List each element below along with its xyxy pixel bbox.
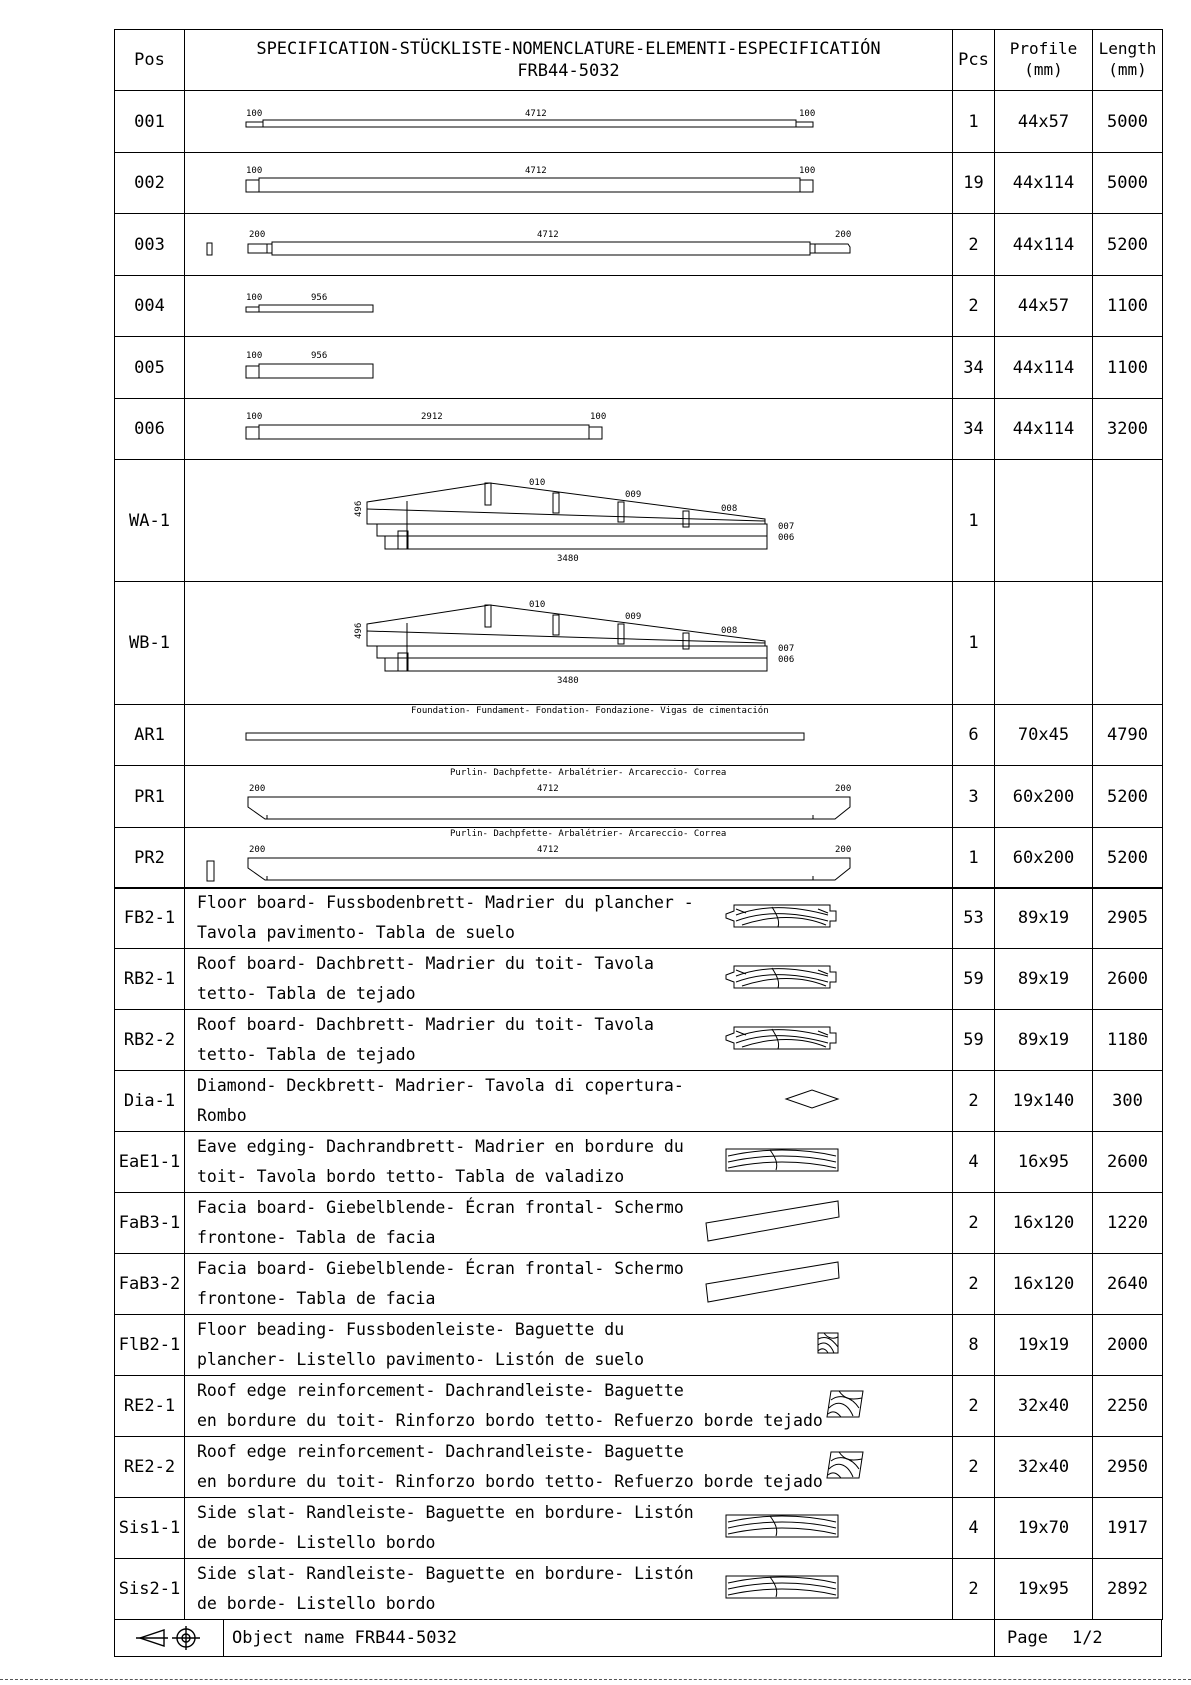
label-496: 496 (354, 500, 364, 517)
header-pcs: Pcs (953, 30, 995, 91)
table-row (115, 582, 1163, 705)
slanted-board-icon (702, 1258, 842, 1310)
tongue-groove-board-icon (722, 1023, 842, 1057)
table-row (115, 460, 1163, 582)
row-pos: WA-1 (115, 460, 185, 582)
row-length: 5000 (1093, 91, 1163, 153)
row-profile: 44x114 (995, 153, 1093, 214)
row-pcs: 19 (953, 153, 995, 214)
dim-mid: 956 (311, 293, 328, 303)
row-description (185, 1132, 953, 1193)
row-profile: 70x45 (995, 705, 1093, 766)
header-title (185, 30, 953, 91)
row-pcs: 59 (953, 1010, 995, 1071)
description-line2: en bordure du toit- Rinforzo bordo tetto- Refuerzo borde tejado (197, 1472, 823, 1492)
row-pos: FB2-1 (115, 888, 185, 949)
part-drawing-004 (185, 276, 953, 337)
board-description-table (114, 887, 1163, 1620)
header-profile (995, 30, 1093, 91)
row-pcs: 8 (953, 1315, 995, 1376)
table-row (115, 1071, 1163, 1132)
label-006: 006 (778, 655, 795, 665)
table-row (115, 91, 1163, 153)
wall-assembly-drawing-wb1 (185, 582, 953, 705)
slanted-board-icon (702, 1197, 842, 1249)
table-row (115, 1559, 1163, 1620)
row-length: 5000 (1093, 153, 1163, 214)
row-profile: 44x114 (995, 337, 1093, 399)
row-description (185, 888, 953, 949)
table-row (115, 1437, 1163, 1498)
description-line1: Eave edging- Dachrandbrett- Madrier en bordure du (197, 1137, 684, 1157)
header-length-unit: (mm) (1108, 60, 1147, 79)
flat-board-icon (722, 1512, 842, 1544)
row-pcs: 4 (953, 1132, 995, 1193)
row-pcs: 59 (953, 949, 995, 1010)
label-009: 009 (625, 489, 642, 500)
dim-mid: 4712 (537, 783, 559, 794)
header-profile-unit: (mm) (1024, 60, 1063, 79)
row-profile: 19x19 (995, 1315, 1093, 1376)
row-description (185, 1010, 953, 1071)
row-pcs: 1 (953, 460, 995, 582)
row-pos: Sis1-1 (115, 1498, 185, 1559)
row-pcs: 2 (953, 1376, 995, 1437)
row-pos: WB-1 (115, 582, 185, 705)
part-drawing-002 (185, 153, 953, 214)
row-pcs: 2 (953, 1559, 995, 1620)
row-length: 5200 (1093, 214, 1163, 276)
label-007: 007 (778, 644, 795, 654)
dim-left: 200 (249, 783, 266, 794)
label-008: 008 (721, 503, 738, 514)
table-row (115, 1315, 1163, 1376)
row-length: 2250 (1093, 1376, 1163, 1437)
row-profile: 44x114 (995, 399, 1093, 460)
row-pcs: 2 (953, 214, 995, 276)
table-row (115, 399, 1163, 460)
row-pcs: 1 (953, 91, 995, 153)
dim-mid: 4712 (525, 108, 547, 119)
row-profile: 19x95 (995, 1559, 1093, 1620)
row-length (1093, 460, 1163, 582)
row-length: 2600 (1093, 1132, 1163, 1193)
row-pos: RB2-2 (115, 1010, 185, 1071)
description-line2: plancher- Listello pavimento- Listón de suelo (197, 1350, 645, 1370)
row-pcs: 34 (953, 337, 995, 399)
row-pos: PR2 (115, 828, 185, 889)
description-text (185, 1254, 684, 1314)
table-row (115, 1193, 1163, 1254)
header-length-label: Length (1098, 39, 1157, 59)
description-line1: Facia board- Giebelblende- Écran frontal- Schermo (197, 1198, 684, 1218)
dim-mid: 4712 (525, 166, 547, 176)
dim-mid: 4712 (537, 845, 559, 855)
row-profile: 89x19 (995, 949, 1093, 1010)
description-line2: Tavola pavimento- Tabla de suelo (197, 923, 515, 943)
description-line1: Roof board- Dachbrett- Madrier du toit- Tavola (197, 954, 654, 974)
part-drawing-001 (185, 91, 953, 153)
row-pos: 002 (115, 153, 185, 214)
table-row (115, 337, 1163, 399)
row-pcs: 2 (953, 276, 995, 337)
row-pcs: 2 (953, 1071, 995, 1132)
dim-left: 100 (246, 293, 263, 303)
flat-board-icon (722, 1573, 842, 1605)
table-row (115, 949, 1163, 1010)
row-profile: 32x40 (995, 1376, 1093, 1437)
header-row (115, 30, 1163, 91)
diamond-icon (782, 1087, 842, 1115)
label-008: 008 (721, 626, 738, 636)
object-name-field (224, 1620, 995, 1656)
dim-left: 100 (246, 350, 263, 361)
row-pos: EaE1-1 (115, 1132, 185, 1193)
row-profile: 16x120 (995, 1254, 1093, 1315)
label-009: 009 (625, 612, 642, 622)
row-pos: FaB3-2 (115, 1254, 185, 1315)
description-line2: de borde- Listello bordo (197, 1533, 436, 1553)
table-row (115, 705, 1163, 766)
row-length (1093, 582, 1163, 705)
description-text (185, 1498, 694, 1558)
row-pos: PR1 (115, 766, 185, 828)
row-pcs: 34 (953, 399, 995, 460)
dim-right: 100 (590, 412, 607, 422)
description-line2: frontone- Tabla de facia (197, 1228, 436, 1248)
part-drawing-003 (185, 214, 953, 276)
page-value: 1/2 (1071, 1628, 1103, 1648)
label-496: 496 (354, 622, 364, 639)
row-profile: 19x70 (995, 1498, 1093, 1559)
header-title-line2: FRB44-5032 (517, 61, 620, 81)
description-line1: Side slat- Randleiste- Baguette en bordure- Listón (197, 1503, 694, 1523)
row-pcs: 53 (953, 888, 995, 949)
object-name-label: Object name (232, 1628, 345, 1648)
row-length: 1100 (1093, 276, 1163, 337)
row-description (185, 1498, 953, 1559)
row-pos: Dia-1 (115, 1071, 185, 1132)
label-006: 006 (778, 532, 795, 543)
row-length: 2640 (1093, 1254, 1163, 1315)
dim-left: 200 (249, 229, 266, 240)
square-section-icon (823, 1449, 867, 1485)
purlin-drawing-pr1 (185, 766, 953, 828)
part-drawing-005 (185, 337, 953, 399)
description-line2: frontone- Tabla de facia (197, 1289, 436, 1309)
description-text (185, 1010, 654, 1070)
dim-left: 100 (246, 166, 263, 176)
table-row (115, 828, 1163, 889)
description-text (185, 1437, 823, 1497)
dim-right: 100 (799, 166, 816, 176)
description-line1: Roof edge reinforcement- Dachrandleiste- Baguette (197, 1442, 684, 1462)
row-description (185, 1071, 953, 1132)
row-pos: RE2-1 (115, 1376, 185, 1437)
table-row (115, 214, 1163, 276)
row-profile (995, 460, 1093, 582)
dim-mid: 4712 (537, 229, 559, 240)
row-pos: FlB2-1 (115, 1315, 185, 1376)
tongue-groove-board-icon (722, 901, 842, 935)
row-length: 300 (1093, 1071, 1163, 1132)
title-block (114, 1619, 1162, 1657)
caption: Foundation- Fundament- Fondation- Fondazione- Vigas de cimentación (411, 706, 769, 716)
table-row (115, 766, 1163, 828)
description-text (185, 949, 654, 1009)
row-profile: 60x200 (995, 766, 1093, 828)
small-square-section-icon (814, 1329, 842, 1361)
description-line1: Facia board- Giebelblende- Écran frontal- Schermo (197, 1259, 684, 1279)
description-text (185, 1071, 684, 1131)
row-profile: 60x200 (995, 828, 1093, 889)
row-length: 1100 (1093, 337, 1163, 399)
header-title-line1: SPECIFICATION-STÜCKLISTE-NOMENCLATURE-ELEMENTI-ESPECIFICATIÓN (256, 38, 881, 59)
label-3480: 3480 (557, 676, 579, 686)
row-description (185, 1559, 953, 1620)
row-pos: Sis2-1 (115, 1559, 185, 1620)
label-010: 010 (529, 600, 546, 610)
label-3480: 3480 (557, 553, 579, 564)
row-description (185, 1315, 953, 1376)
row-profile: 32x40 (995, 1437, 1093, 1498)
description-text (185, 888, 694, 948)
row-description (185, 1437, 953, 1498)
table-row (115, 276, 1163, 337)
row-profile: 89x19 (995, 888, 1093, 949)
dim-left: 100 (246, 108, 263, 119)
tongue-groove-board-icon (722, 962, 842, 996)
description-text (185, 1193, 684, 1253)
row-length: 2950 (1093, 1437, 1163, 1498)
row-pcs: 2 (953, 1193, 995, 1254)
description-line2: toit- Tavola bordo tetto- Tabla de valadizo (197, 1167, 625, 1187)
description-line2: de borde- Listello bordo (197, 1594, 436, 1614)
dim-right: 100 (799, 108, 816, 119)
row-pos: FaB3-1 (115, 1193, 185, 1254)
wall-assembly-drawing-wa1 (185, 460, 953, 582)
row-profile: 44x114 (995, 214, 1093, 276)
table-row (115, 1010, 1163, 1071)
dim-left: 200 (249, 845, 266, 855)
table-row (115, 1132, 1163, 1193)
page-edge-line (0, 1679, 1191, 1680)
row-length: 1917 (1093, 1498, 1163, 1559)
dim-right: 200 (835, 845, 852, 855)
row-pcs: 6 (953, 705, 995, 766)
table-row (115, 153, 1163, 214)
row-pcs: 1 (953, 828, 995, 889)
row-length: 5200 (1093, 828, 1163, 889)
row-pos: 005 (115, 337, 185, 399)
row-profile: 16x95 (995, 1132, 1093, 1193)
row-length: 2905 (1093, 888, 1163, 949)
foundation-drawing-ar1 (185, 705, 953, 766)
table-row (115, 888, 1163, 949)
square-section-icon (823, 1388, 867, 1424)
row-profile: 44x57 (995, 276, 1093, 337)
flat-board-icon (722, 1146, 842, 1178)
row-profile (995, 582, 1093, 705)
purlin-drawing-pr2 (185, 828, 953, 889)
description-line1: Diamond- Deckbrett- Madrier- Tavola di copertura- (197, 1076, 684, 1096)
caption: Purlin- Dachpfette- Arbalétrier- Arcareccio- Correa (450, 829, 727, 839)
row-length: 2000 (1093, 1315, 1163, 1376)
page-field (995, 1620, 1161, 1656)
label-007: 007 (778, 521, 795, 532)
dim-right: 200 (835, 229, 852, 240)
row-length: 4790 (1093, 705, 1163, 766)
dim-mid: 2912 (421, 412, 443, 422)
description-line2: tetto- Tabla de tejado (197, 1045, 416, 1065)
description-text (185, 1132, 684, 1192)
row-length: 5200 (1093, 766, 1163, 828)
row-pcs: 2 (953, 1437, 995, 1498)
description-line2: tetto- Tabla de tejado (197, 984, 416, 1004)
table-row (115, 1254, 1163, 1315)
specification-sheet (114, 29, 1162, 1620)
dim-right: 200 (835, 783, 852, 794)
row-length: 2892 (1093, 1559, 1163, 1620)
row-length: 1180 (1093, 1010, 1163, 1071)
header-pos: Pos (115, 30, 185, 91)
row-length: 1220 (1093, 1193, 1163, 1254)
row-profile: 16x120 (995, 1193, 1093, 1254)
row-pos: AR1 (115, 705, 185, 766)
row-pcs: 1 (953, 582, 995, 705)
table-row (115, 1376, 1163, 1437)
header-length (1093, 30, 1163, 91)
description-text (185, 1559, 694, 1619)
row-pos: RB2-1 (115, 949, 185, 1010)
description-line1: Roof board- Dachbrett- Madrier du toit- Tavola (197, 1015, 654, 1035)
description-line1: Floor beading- Fussbodenleiste- Baguette du (197, 1320, 625, 1340)
row-description (185, 1254, 953, 1315)
row-pos: 006 (115, 399, 185, 460)
row-profile: 89x19 (995, 1010, 1093, 1071)
row-description (185, 1193, 953, 1254)
row-profile: 19x140 (995, 1071, 1093, 1132)
row-description (185, 949, 953, 1010)
row-pcs: 4 (953, 1498, 995, 1559)
dim-left: 100 (246, 412, 263, 422)
row-pos: RE2-2 (115, 1437, 185, 1498)
description-text (185, 1315, 644, 1375)
row-pcs: 2 (953, 1254, 995, 1315)
row-length: 3200 (1093, 399, 1163, 460)
description-line2: en bordure du toit- Rinforzo bordo tetto- Refuerzo borde tejado (197, 1411, 823, 1431)
label-010: 010 (529, 477, 546, 488)
row-pos: 004 (115, 276, 185, 337)
object-name-value: FRB44-5032 (354, 1628, 457, 1648)
description-line2: Rombo (197, 1106, 247, 1126)
table-row (115, 1498, 1163, 1559)
description-line1: Side slat- Randleiste- Baguette en bordure- Listón (197, 1564, 694, 1584)
part-drawing-006 (185, 399, 953, 460)
row-profile: 44x57 (995, 91, 1093, 153)
projection-symbol-icon (115, 1620, 224, 1656)
caption: Purlin- Dachpfette- Arbalétrier- Arcareccio- Correa (450, 767, 727, 778)
row-pos: 001 (115, 91, 185, 153)
specification-table (114, 29, 1163, 889)
page-label: Page (1007, 1628, 1048, 1648)
row-pos: 003 (115, 214, 185, 276)
row-pcs: 3 (953, 766, 995, 828)
dim-mid: 956 (311, 350, 328, 361)
description-line1: Roof edge reinforcement- Dachrandleiste- Baguette (197, 1381, 684, 1401)
row-length: 2600 (1093, 949, 1163, 1010)
description-line1: Floor board- Fussbodenbrett- Madrier du plancher - (197, 893, 694, 913)
description-text (185, 1376, 823, 1436)
header-profile-label: Profile (1009, 39, 1078, 59)
row-description (185, 1376, 953, 1437)
